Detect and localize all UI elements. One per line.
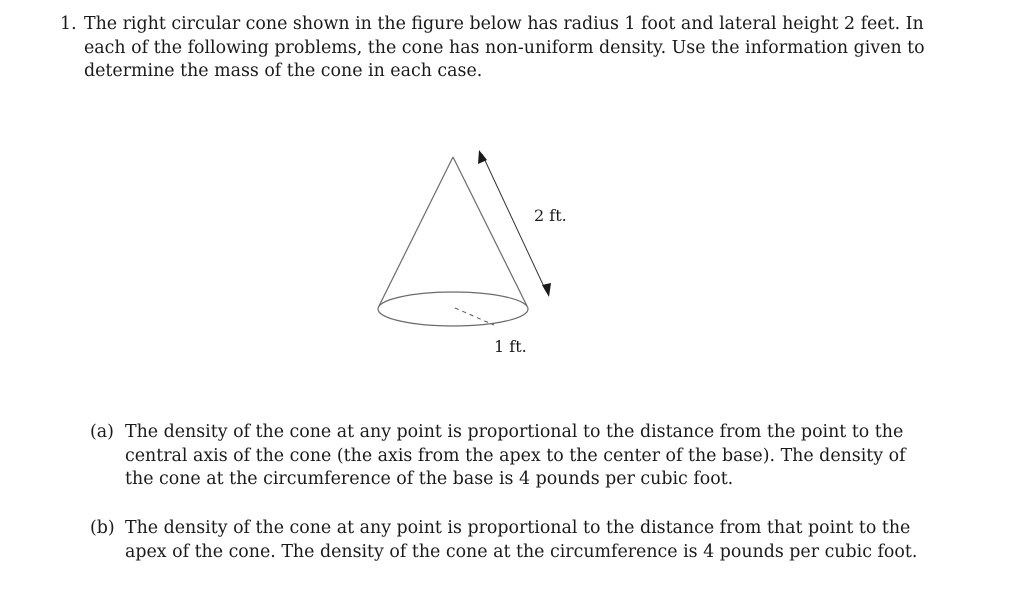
problem-number: 1. [60,14,77,34]
radius-dashed-line [455,308,494,325]
part-a-text [125,421,914,492]
part-a-line: central axis of the cone (the axis from the apex to the center of the base). The density of [125,445,906,466]
part-b-tag: (b) [90,518,115,538]
problem-line: determine the mass of the cone in each case. [84,61,483,81]
part-a [90,421,914,492]
problem-statement [60,13,930,84]
part-a-line: the cone at the circumference of the base is 4 pounds per cubic foot. [125,469,734,489]
cone-left-edge [379,157,453,306]
part-b-text [125,517,918,564]
part-b [90,517,918,564]
part-a-tag: (a) [90,422,114,442]
problem-line: The right circular cone shown in the figure below has radius 1 foot and lateral height 2 feet. In [84,14,924,34]
arrowhead-down-icon [542,283,551,297]
problem-text [84,13,930,84]
cone-right-edge [453,157,527,306]
lateral-height-label: 2 ft. [534,206,567,225]
radius-label: 1 ft. [494,337,527,356]
cone-base-ellipse [378,292,528,326]
part-b-line: The density of the cone at any point is proportional to the distance from that point to the [125,518,911,538]
part-b-line: apex of the cone. The density of the cone at the circumference is 4 pounds per cubic foot. [125,541,918,562]
cone-figure [360,140,600,370]
problem-line: each of the following problems, the cone has non-uniform density. Use the information given to [84,37,925,58]
part-a-line: The density of the cone at any point is proportional to the distance from the point to the [125,422,904,442]
